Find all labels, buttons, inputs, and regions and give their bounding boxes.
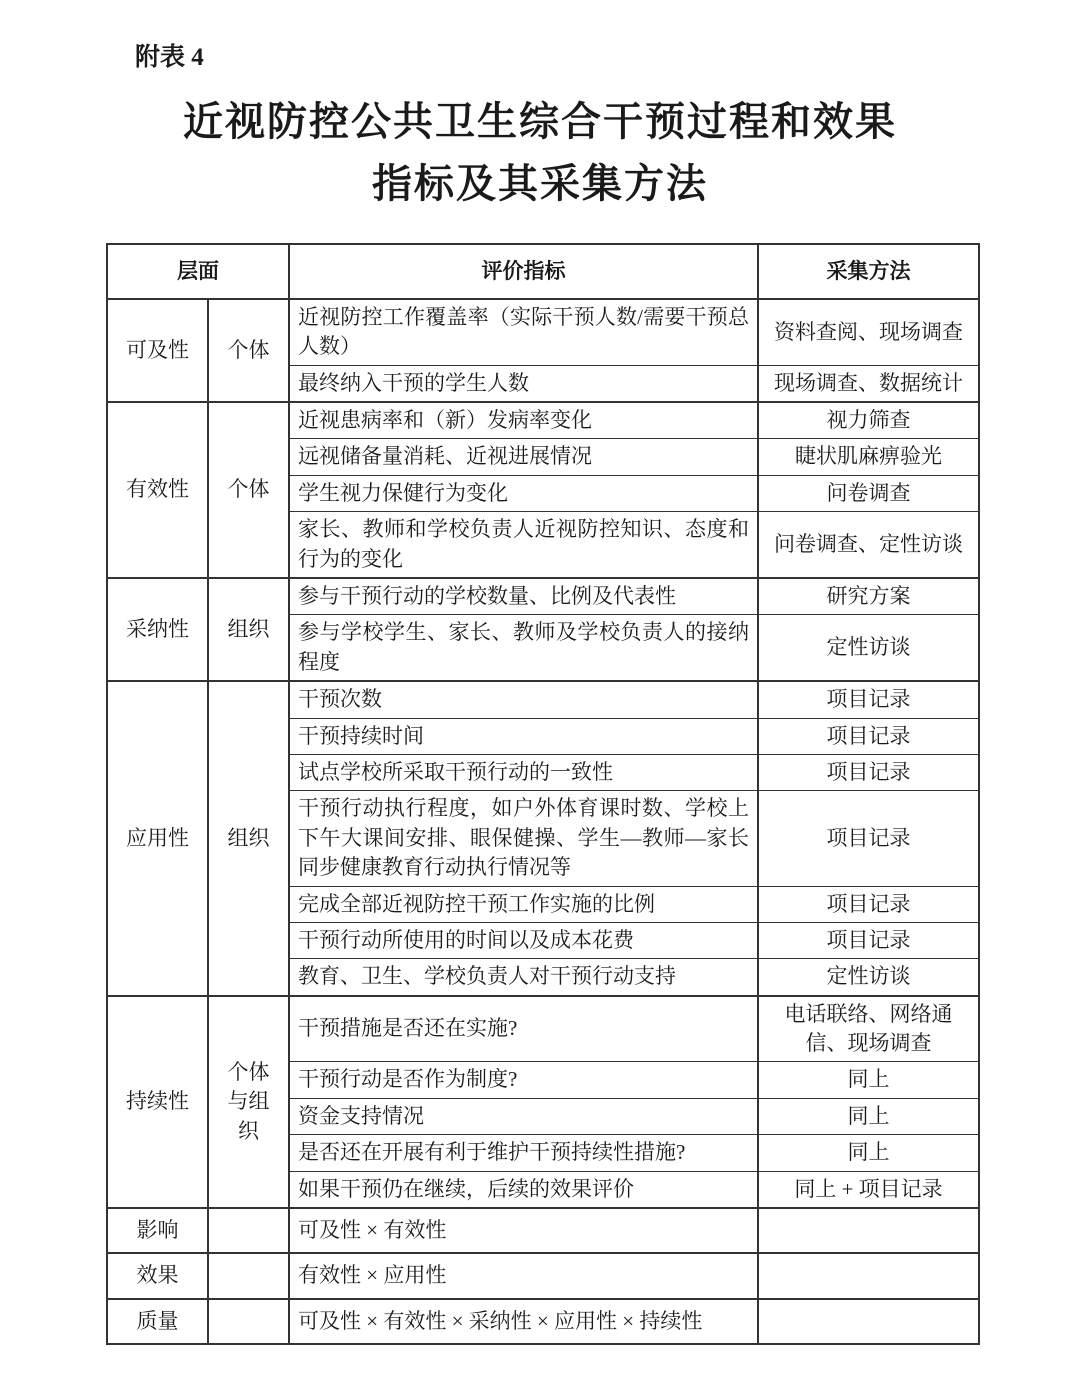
method-cell: 同上 + 项目记录 — [758, 1171, 979, 1208]
indicator-cell: 参与学校学生、家长、教师及学校负责人的接纳程度 — [289, 615, 758, 681]
method-cell: 项目记录 — [758, 886, 979, 922]
level-cell-impact: 影响 — [107, 1208, 208, 1253]
method-cell: 项目记录 — [758, 681, 979, 718]
method-cell: 同上 — [758, 1135, 979, 1171]
indicator-cell: 干预行动所使用的时间以及成本花费 — [289, 922, 758, 958]
method-cell: 视力筛查 — [758, 402, 979, 439]
indicator-cell: 干预次数 — [289, 681, 758, 718]
method-cell: 项目记录 — [758, 754, 979, 790]
method-cell: 定性访谈 — [758, 615, 979, 681]
method-cell: 项目记录 — [758, 791, 979, 886]
method-cell: 同上 — [758, 1098, 979, 1134]
method-cell: 睫状肌麻痹验光 — [758, 439, 979, 475]
sublevel-cell: 个体 — [208, 402, 289, 578]
sublevel-cell: 个体 — [208, 299, 289, 402]
method-cell: 项目记录 — [758, 718, 979, 754]
indicator-cell: 干预行动是否作为制度? — [289, 1062, 758, 1098]
method-cell: 资料查阅、现场调查 — [758, 299, 979, 365]
level-cell-effectiveness: 有效性 — [107, 402, 208, 578]
method-cell: 问卷调查 — [758, 475, 979, 511]
indicator-cell: 是否还在开展有利于维护干预持续性措施? — [289, 1135, 758, 1171]
indicator-cell: 家长、教师和学校负责人近视防控知识、态度和行为的变化 — [289, 512, 758, 578]
table-row — [107, 996, 979, 1062]
summary-row-effect — [107, 1253, 979, 1298]
column-header-indicator: 评价指标 — [289, 244, 758, 299]
table-row — [107, 299, 979, 365]
indicator-cell: 最终纳入干预的学生人数 — [289, 365, 758, 402]
method-cell: 现场调查、数据统计 — [758, 365, 979, 402]
method-cell: 同上 — [758, 1062, 979, 1098]
indicator-cell: 远视储备量消耗、近视进展情况 — [289, 439, 758, 475]
title-line-1: 近视防控公共卫生综合干预过程和效果 — [183, 98, 897, 144]
method-cell: 定性访谈 — [758, 959, 979, 996]
indicator-cell: 资金支持情况 — [289, 1098, 758, 1134]
method-cell: 项目记录 — [758, 922, 979, 958]
empty-cell — [208, 1208, 289, 1253]
document-title — [0, 91, 1080, 215]
sublevel-cell: 组织 — [208, 681, 289, 996]
formula-cell: 可及性 × 有效性 — [289, 1208, 758, 1253]
level-cell-accessibility: 可及性 — [107, 299, 208, 402]
summary-row-quality — [107, 1299, 979, 1344]
sublevel-cell: 组织 — [208, 578, 289, 681]
empty-cell — [758, 1253, 979, 1298]
empty-cell — [208, 1299, 289, 1344]
method-cell: 研究方案 — [758, 578, 979, 615]
empty-cell — [758, 1299, 979, 1344]
level-cell-adoption: 采纳性 — [107, 578, 208, 681]
sublevel-cell: 个体与组织 — [208, 996, 289, 1208]
formula-cell: 可及性 × 有效性 × 采纳性 × 应用性 × 持续性 — [289, 1299, 758, 1344]
indicator-cell: 教育、卫生、学校负责人对干预行动支持 — [289, 959, 758, 996]
empty-cell — [208, 1253, 289, 1298]
indicator-cell: 如果干预仍在继续，后续的效果评价 — [289, 1171, 758, 1208]
level-cell-quality: 质量 — [107, 1299, 208, 1344]
formula-cell: 有效性 × 应用性 — [289, 1253, 758, 1298]
table-header-row — [107, 244, 979, 299]
method-cell: 电话联络、网络通信、现场调查 — [758, 996, 979, 1062]
indicators-table — [106, 243, 980, 1346]
indicator-cell: 干预行动执行程度，如户外体育课时数、学校上下午大课间安排、眼保健操、学生—教师—家长同步健康教育行动执行情况等 — [289, 791, 758, 886]
indicator-cell: 参与干预行动的学校数量、比例及代表性 — [289, 578, 758, 615]
indicator-cell: 干预措施是否还在实施? — [289, 996, 758, 1062]
table-row — [107, 402, 979, 439]
column-header-method: 采集方法 — [758, 244, 979, 299]
summary-row-impact — [107, 1208, 979, 1253]
indicator-cell: 干预持续时间 — [289, 718, 758, 754]
level-cell-effect: 效果 — [107, 1253, 208, 1298]
method-cell: 问卷调查、定性访谈 — [758, 512, 979, 578]
table-row — [107, 681, 979, 718]
empty-cell — [758, 1208, 979, 1253]
indicator-cell: 试点学校所采取干预行动的一致性 — [289, 754, 758, 790]
table-row — [107, 578, 979, 615]
indicator-cell: 近视防控工作覆盖率（实际干预人数/需要干预总人数） — [289, 299, 758, 365]
column-header-level: 层面 — [107, 244, 289, 299]
indicator-cell: 学生视力保健行为变化 — [289, 475, 758, 511]
level-cell-sustainability: 持续性 — [107, 996, 208, 1208]
title-line-2: 指标及其采集方法 — [372, 160, 708, 206]
appendix-label: 附表 4 — [135, 44, 204, 71]
indicator-cell: 完成全部近视防控干预工作实施的比例 — [289, 886, 758, 922]
indicator-cell: 近视患病率和（新）发病率变化 — [289, 402, 758, 439]
level-cell-implementation: 应用性 — [107, 681, 208, 996]
